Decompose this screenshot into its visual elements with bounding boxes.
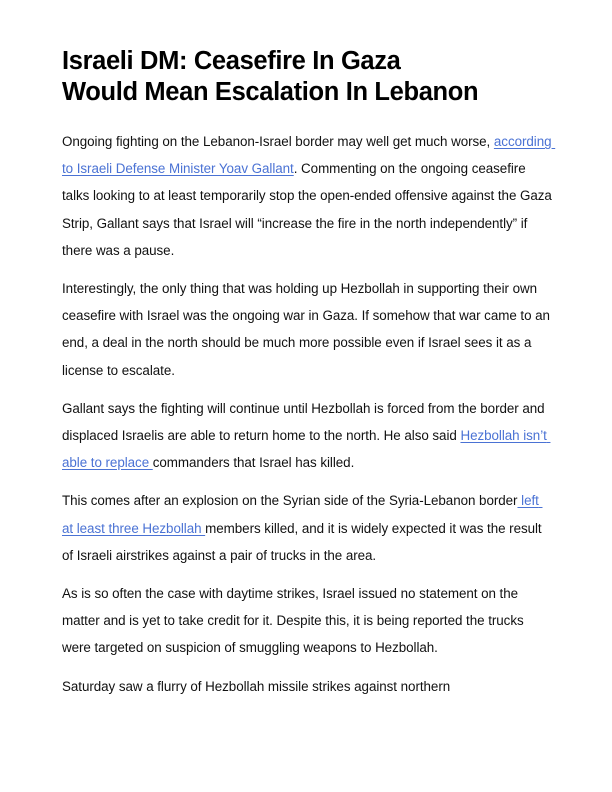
page-title-line-1: Israeli DM: Ceasefire In Gaza (62, 47, 401, 75)
body-paragraph (62, 128, 556, 264)
paragraph-text: Gallant says the fighting will continue until Hezbollah is forced from the border and displaced Israelis are able to return home to the north. He also said (62, 400, 549, 444)
inline-link[interactable]: left at least three Hezbollah (62, 493, 543, 536)
body-paragraph (62, 673, 552, 700)
article-body (62, 128, 556, 700)
paragraph-text: Interestingly, the only thing that was holding up Hezbollah in supporting their own ceasefire with Israel was the ongoing war in Gaza. If somehow that war came to an end, a deal in the north should be much more possible even if Israel sees it as a license to escalate. (62, 281, 554, 378)
paragraph-text: This comes after an explosion on the Syrian side of the Syria-Lebanon border (62, 493, 518, 509)
paragraph-text: commanders that Israel has killed. (152, 455, 355, 471)
inline-link[interactable]: Hezbollah isn’t able to replace (62, 428, 551, 471)
page-title (62, 46, 532, 108)
body-paragraph (62, 487, 552, 569)
paragraph-text: Saturday saw a flurry of Hezbollah missile strikes against northern (62, 678, 451, 694)
paragraph-text: . Commenting on the ongoing ceasefire talks looking to at least temporarily stop the open-ended offensive against the Gaza Strip, Gallant says that Israel will “increase the fire in the north independently” if there was a pause. (62, 161, 556, 258)
body-paragraph (62, 275, 552, 384)
paragraph-text: As is so often the case with daytime strikes, Israel issued no statement on the matter and is yet to take credit for it. Despite this, it is being reported the trucks were targeted on suspicion of smuggling weapons to Hezbollah. (62, 586, 528, 656)
paragraph-text: Ongoing fighting on the Lebanon-Israel border may well get much worse, (62, 134, 494, 149)
body-paragraph (62, 580, 552, 662)
body-paragraph (62, 395, 552, 477)
inline-link[interactable]: according to Israeli Defense Minister Yoav Gallant (62, 134, 556, 177)
paragraph-text: members killed, and it is widely expected it was the result of Israeli airstrikes against a pair of trucks in the area. (62, 520, 546, 563)
page-title-line-2: Would Mean Escalation In Lebanon (62, 78, 479, 106)
